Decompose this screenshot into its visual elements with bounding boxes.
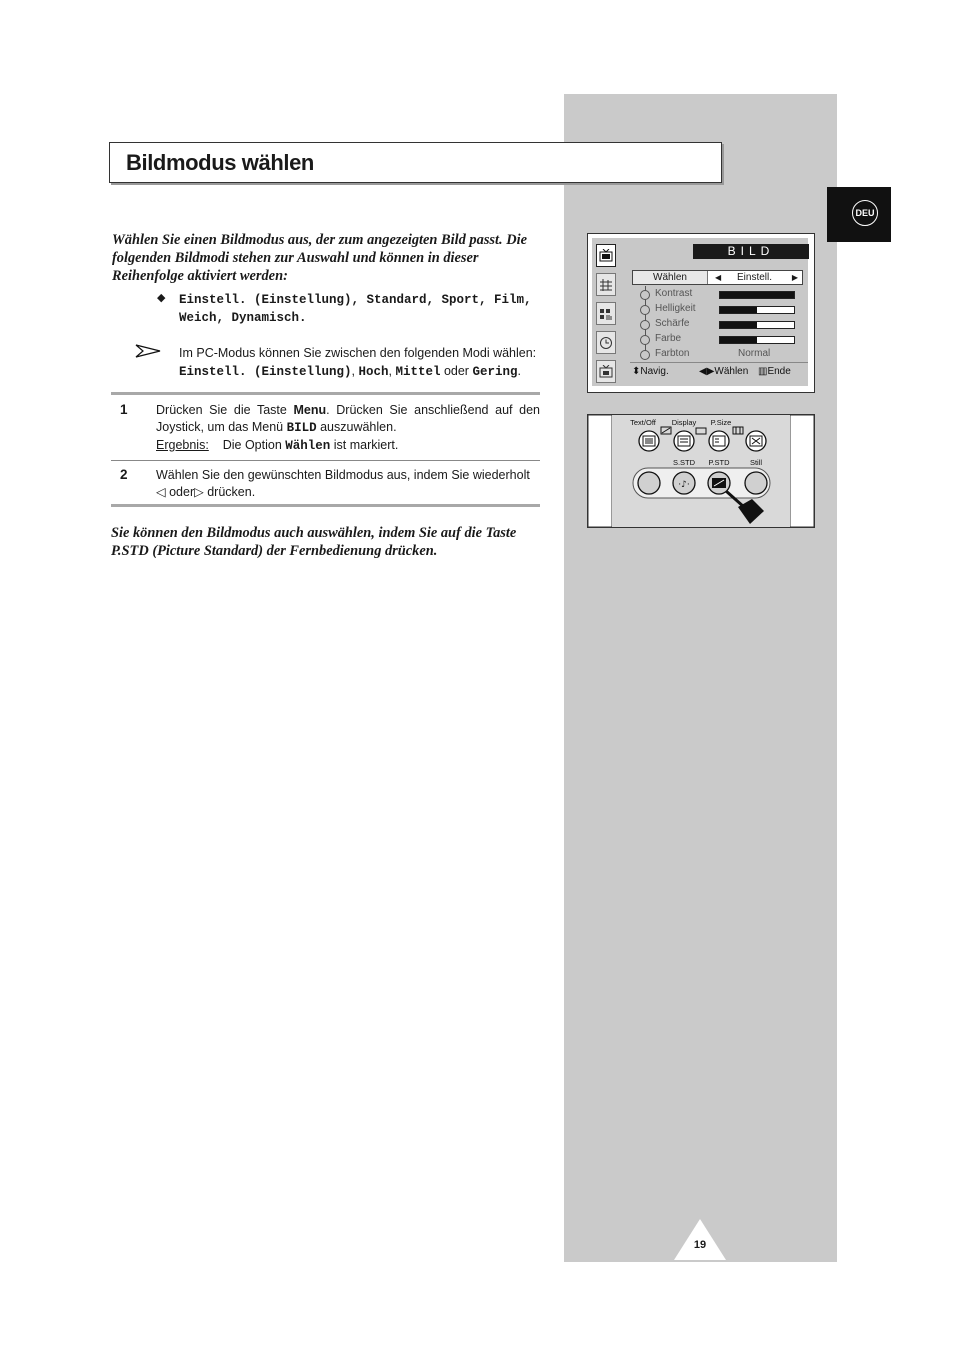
osd-level-bar [719,321,795,329]
remote-label-pstd: P.STD [708,458,730,467]
tv-picture-icon [596,244,616,267]
remote-drawing [588,415,814,527]
menu-key-name: Menu [293,403,327,417]
step-2-text [156,467,540,500]
osd-level-fill [720,322,757,328]
osd-row-dot-icon [640,335,650,345]
osd-screenshot [587,233,815,393]
pc-mode-hoch: Hoch [358,365,389,379]
result-text-b: ist markiert. [330,438,399,452]
remote-control-illustration [587,414,815,528]
still-button[interactable] [745,472,767,494]
osd-row-dot-icon [640,290,650,300]
note-text [179,344,545,381]
teletext-button[interactable] [709,431,729,451]
step-1-text-a: Drücken Sie die Taste [156,403,294,417]
osd-row-schaerfe [640,318,808,332]
pc-mode-note [135,344,545,381]
option-waehlen: Wählen [285,439,331,453]
pc-mode-mittel: Mittel [395,365,441,379]
menu-button-icon: ▥ [758,366,768,377]
osd-level-bar [719,291,795,299]
remote-label-still: Still [749,458,763,467]
osd-select-hint-label: Wählen [714,366,749,377]
diamond-bullet-icon: ◆ [157,292,166,304]
svg-text:·♪·: ·♪· [678,480,690,490]
display-button[interactable] [674,431,694,451]
osd-right-arrow-icon: ▶ [791,273,798,282]
step-1-text [156,402,540,455]
mode-list-line-1: Einstell. (Einstellung), Standard, Sport, Film, [179,293,532,307]
osd-level-bar [719,306,795,314]
note-end: . [517,364,521,378]
osd-row-farbe [640,333,808,347]
page-title: Bildmodus wählen [126,150,314,175]
osd-row-label: Kontrast [655,288,693,299]
note-separator: oder [440,364,473,378]
mode-list-line-2: Weich, Dynamisch. [179,311,307,325]
step-2-text-b: oder [165,484,195,499]
note-separator: , [351,364,359,378]
osd-exit-label: Ende [767,366,791,377]
pc-mode-gering: Gering [472,365,518,379]
osd-row-dot-icon [640,320,650,330]
osd-select-label: Wählen [633,271,708,284]
steps-bottom-rule [111,504,540,507]
clock-icon [596,331,616,354]
up-down-arrow-icon: ⬍ [632,366,641,377]
left-triangle-icon: ◁ [156,484,166,499]
pc-mode-einstell: Einstell. (Einstellung) [179,365,352,379]
remote-label-psize: P.Size [710,418,732,427]
osd-row-dot-icon [640,350,650,360]
osd-side-icons [596,244,618,384]
step-1-result [156,437,540,455]
steps-top-rule [111,392,540,395]
note-separator: , [388,364,396,378]
osd-footer-divider [630,362,808,363]
osd-row-label: Farbton [655,348,690,359]
note-sentence: Im PC-Modus können Sie zwischen den folgenden Modi wählen: [179,346,537,360]
note-arrow-icon [135,344,161,358]
menu-name-bild: BILD [286,420,317,435]
step-1-text-c: auszuwählen. [316,419,397,434]
osd-select-value: Einstell. [736,272,772,283]
osd-panel [592,238,808,386]
osd-row-dot-icon [640,305,650,315]
osd-menu-title: BILD [693,244,809,259]
osd-select-row[interactable] [632,270,803,285]
remote-label-sstd: S.STD [672,458,696,467]
osd-row-label: Helligkeit [655,303,696,314]
osd-nav-label: Navig. [640,366,669,377]
intro-paragraph: Wählen Sie einen Bildmodus aus, der zum angezeigten Bild passt. Die folgenden Bildmodi stehen zur Auswahl und können in dieser Reihenfolge aktiviert werden: [112,232,527,284]
language-badge: DEU [852,200,878,226]
osd-row-value: Normal [738,348,771,359]
osd-level-fill [720,292,794,298]
steps-middle-rule [111,460,540,461]
osd-level-fill [720,337,757,343]
blank-button[interactable] [638,472,660,494]
osd-select-hint [699,366,748,377]
sstd-button[interactable] [673,472,695,494]
mode-list [157,291,547,327]
step-2-text-c: drücken. [203,484,256,499]
osd-level-fill [720,307,757,313]
right-triangle-icon: ▷ [194,484,204,499]
osd-row-label: Schärfe [655,318,690,329]
osd-row-helligkeit [640,303,808,317]
remote-label-display: Display [671,418,697,427]
sound-icon [596,273,616,296]
remote-label-text-off: Text/Off [630,418,656,427]
step-1-number: 1 [120,402,128,417]
left-right-arrow-icon: ◀▶ [699,366,715,377]
text-off-button[interactable] [639,431,659,451]
result-text-a: Die Option [222,438,286,452]
outro-paragraph: Sie können den Bildmodus auch auswählen, indem Sie auf die Taste P.STD (Picture Standard) der Fernbedienung drücken. [111,525,517,559]
osd-row-kontrast [640,288,808,302]
step-2-number: 2 [120,467,128,482]
mode-list-text [179,291,547,327]
osd-left-arrow-icon: ◀ [715,273,722,282]
result-label: Ergebnis: [156,438,209,452]
osd-exit-hint [758,366,791,377]
osd-level-bar [719,336,795,344]
page-number: 19 [693,1239,707,1251]
page-number-marker [674,1219,726,1260]
step-1-text-b: . Drücken Sie anschließend auf den Joystick, um das Menü [156,403,540,434]
channel-icon [596,302,616,325]
setup-icon [596,360,616,383]
cancel-button[interactable] [746,431,766,451]
osd-nav-hint [632,366,669,377]
step-2-text-a: Wählen Sie den gewünschten Bildmodus aus, indem Sie wiederholt [156,468,530,482]
title-box [109,142,722,183]
osd-row-label: Farbe [655,333,682,344]
osd-row-farbton [640,348,808,362]
